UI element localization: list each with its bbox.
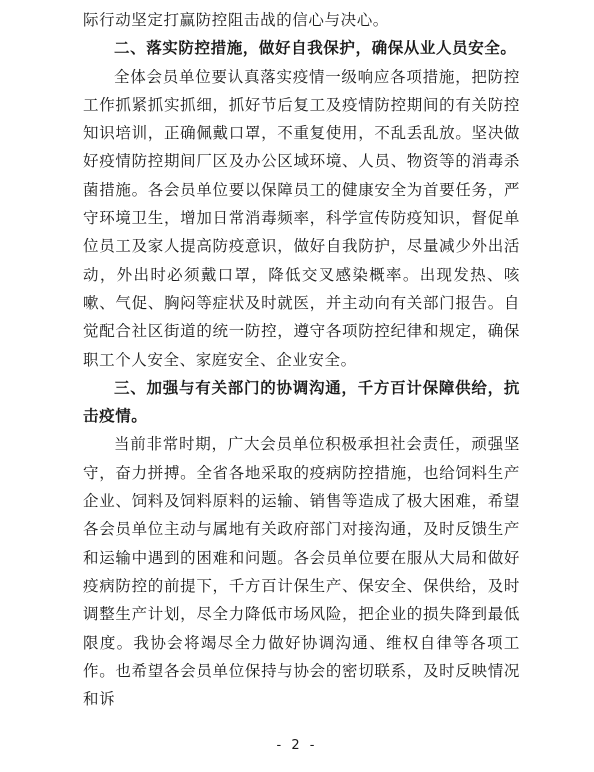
section-heading-2: 二、落实防控措施，做好自我保护，确保从业人员安全。	[114, 38, 517, 58]
page-number: - 2 -	[276, 738, 318, 753]
section-paragraph-3: 当前非常时期，广大会员单位积极承担社会责任，顽强坚守，奋力拼搏。全省各地采取的疫病防控措施，也给饲料生产企业、饲料及饲料原料的运输、销售等造成了极大困难，希望各会员单位主动与属地有关政府部门对接沟通，及时反馈生产和运输中遇到的困难和问题。各会员单位要在服从大局和做好疫病防控的前提下，千方百计保生产、保安全、保供给，及时调整生产计划，尽全力降低市场风险，把企业的损失降到最低限度。我协会将竭尽全力做好协调沟通、维权自律等各项工作。也希望各会员单位保持与协会的密切联系，及时反映情况和诉	[83, 435, 520, 709]
continuation-paragraph: 际行动坚定打赢防控阻击战的信心与决心。	[83, 11, 389, 29]
section-paragraph-2: 全体会员单位要认真落实疫情一级响应各项措施，把防控工作抓紧抓实抓细，抓好节后复工及疫情防控期间的有关防控知识培训，正确佩戴口罩，不重复使用，不乱丢乱放。坚决做好疫情防控期间厂区及办公区域环境、人员、物资等的消毒杀菌措施。各会员单位要以保障员工的健康安全为首要任务，严守环境卫生，增加日常消毒频率，科学宣传防疫知识，督促单位员工及家人提高防疫意识，做好自我防护，尽量减少外出活动，外出时必须戴口罩，降低交叉感染概率。出现发热、咳嗽、气促、胸闷等症状及时就医，并主动向有关部门报告。自觉配合社区街道的统一防控，遵守各项防控纪律和规定，确保职工个人安全、家庭安全、企业安全。	[83, 67, 520, 369]
section-heading-3: 三、加强与有关部门的协调沟通，千方百计保障供给，抗击疫情。	[83, 377, 520, 426]
body-text	[83, 6, 520, 713]
